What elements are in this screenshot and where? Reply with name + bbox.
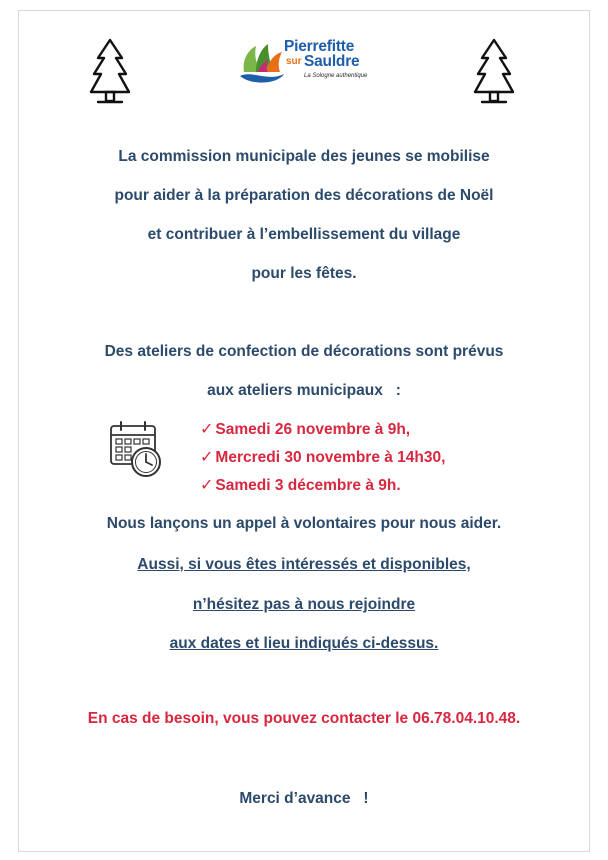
- workshop-date: Mercredi 30 novembre à 14h30,: [215, 449, 446, 466]
- appeal-line: Nous lançons un appel à volontaires pour nous aider.: [106, 515, 502, 532]
- intro-line: pour aider à la préparation des décorations de Noël: [114, 187, 494, 204]
- invite-line: [0, 555, 608, 575]
- workshop-date: Samedi 26 novembre à 9h,: [215, 421, 411, 438]
- workshops-line: Des ateliers de confection de décorations sont prévus: [104, 343, 504, 360]
- workshop-dates-list: [200, 418, 520, 502]
- municipality-logo: [238, 36, 388, 98]
- workshops-line: aux ateliers municipaux :: [207, 382, 401, 399]
- intro-line: et contribuer à l’embellissement du village: [147, 226, 461, 243]
- thanks-line: Merci d’avance !: [239, 790, 369, 807]
- calendar-clock-icon: [108, 418, 164, 478]
- logo-name-line1: Pierrefitte: [284, 38, 355, 55]
- check-mark-icon: ✓: [200, 449, 214, 466]
- intro-line: pour les fêtes.: [251, 265, 357, 282]
- logo-name-sur: sur: [286, 56, 302, 67]
- christmas-tree-icon: [88, 38, 132, 108]
- logo-mark-icon: [238, 42, 286, 86]
- invite-text: aux dates et lieu indiqués ci-dessus.: [169, 635, 439, 652]
- check-mark-icon: ✓: [200, 477, 214, 494]
- logo-name-line2: Sauldre: [304, 53, 360, 70]
- intro-line: La commission municipale des jeunes se mobilise: [118, 148, 490, 165]
- logo-tagline: La Sologne authentique: [304, 73, 368, 79]
- list-item: [200, 446, 520, 474]
- invite-text: n’hésitez pas à nous rejoindre: [192, 596, 416, 613]
- invite-line: [0, 595, 608, 615]
- workshop-date: Samedi 3 décembre à 9h.: [215, 477, 401, 494]
- list-item: [200, 418, 520, 446]
- invite-text: Aussi, si vous êtes intéressés et disponibles,: [137, 556, 471, 573]
- contact-line: En cas de besoin, vous pouvez contacter le 06.78.04.10.48.: [87, 710, 521, 727]
- list-item: [200, 474, 520, 502]
- christmas-tree-icon: [472, 38, 516, 108]
- check-mark-icon: ✓: [200, 421, 214, 438]
- invite-line: [0, 634, 608, 654]
